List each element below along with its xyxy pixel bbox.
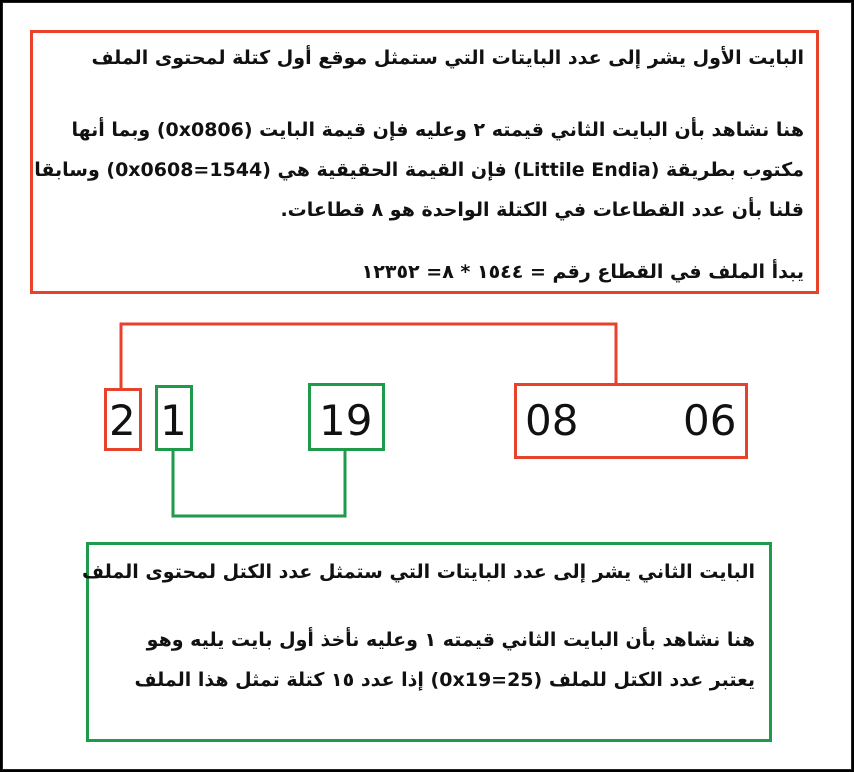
- red-connector: [121, 324, 616, 388]
- green-connector: [173, 451, 345, 516]
- slide-page: [2, 2, 852, 770]
- byte-2-value: 2: [109, 396, 136, 445]
- bottom-line-3: يعتبر عدد الكتل للملف (0x19=25) إذا عدد ١٥ كتلة تمثل هذا الملف: [134, 669, 755, 691]
- byte-1-value: 1: [160, 396, 187, 445]
- top-line-2: هنا نشاهد بأن البايت الثاني قيمته ٢ وعليه فإن قيمة البايت (0x0806) وبما أنها: [71, 119, 804, 141]
- bottom-explanation-box: [81, 542, 772, 742]
- top-line-4: قلنا بأن عدد القطاعات في الكتلة الواحدة هو ٨ قطاعات.: [280, 199, 804, 221]
- top-explanation-box: [30, 30, 819, 294]
- top-line-1: البايت الأول يشر إلى عدد البايتات التي ستمثل موقع أول كتلة لمحتوى الملف: [91, 47, 804, 69]
- bottom-line-1: البايت الثاني يشر إلى عدد البايتات التي ستمثل عدد الكتل لمحتوى الملف: [81, 561, 755, 583]
- byte-08-value: 08: [525, 396, 579, 445]
- top-line-3: مكتوب بطريقة (Littile Endia) فإن القيمة الحقيقية هي (0x0608=1544) وسابقا: [34, 159, 804, 181]
- top-line-5: يبدأ الملف في القطاع رقم = ١٥٤٤ * ٨= ١٢٣٥٢: [361, 261, 804, 283]
- bottom-line-2: هنا نشاهد بأن البايت الثاني قيمته ١ وعليه نأخذ أول بايت يليه وهو: [146, 629, 755, 651]
- byte-06-value: 06: [683, 396, 737, 445]
- byte-19-value: 19: [319, 396, 373, 445]
